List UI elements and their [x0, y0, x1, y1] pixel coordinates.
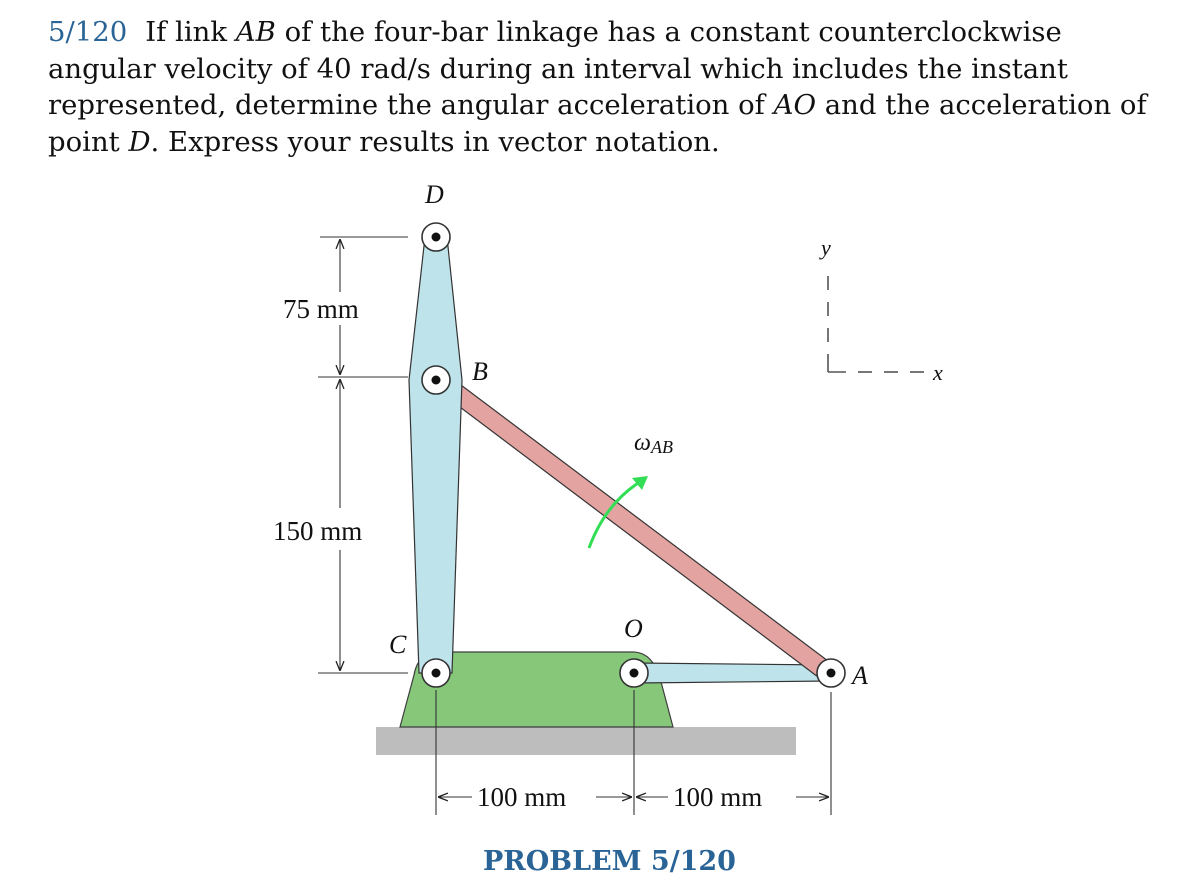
label-d: D [425, 180, 444, 209]
problem-text-segment: If link [145, 16, 236, 48]
label-b: B [472, 357, 488, 386]
axis-label-y: y [821, 235, 831, 260]
angular-velocity-label: ωAB [634, 430, 673, 457]
problem-variable: D [128, 125, 151, 158]
pin-c [422, 659, 450, 687]
figure-caption: PROBLEM 5/120 [483, 846, 736, 877]
dimension-label-100mm-left: 100 mm [477, 782, 567, 812]
label-a: A [852, 661, 868, 690]
label-c: C [389, 630, 407, 659]
problem-text-segment: . Express your results in vector notation. [150, 125, 720, 158]
dimension-label-150mm: 150 mm [273, 516, 363, 546]
coordinate-axes [828, 276, 924, 372]
link-dc [409, 230, 462, 674]
label-o: O [624, 614, 643, 643]
problem-variable: AB [235, 16, 276, 48]
pin-a [817, 659, 845, 687]
pin-o [620, 659, 648, 687]
ground [376, 727, 796, 755]
problem-text-segment: and the acceleration of point [48, 89, 1147, 158]
problem-number: 5/120 [48, 16, 128, 48]
axis-label-x: x [933, 360, 943, 385]
dimension-label-100mm-right: 100 mm [673, 782, 763, 812]
problem-variable: AO [773, 89, 817, 121]
pin-d [422, 223, 450, 251]
problem-text-segment: of the four-bar linkage has a constant counterclockwise angular velocity of 40 rad/s during an interval which includes the instant represented, determine the angular acceleration of [48, 16, 1068, 121]
link-oa [634, 663, 831, 683]
dimension-label-75mm: 75 mm [283, 294, 359, 324]
pin-b [422, 366, 450, 394]
angular-velocity-arrowhead [632, 476, 648, 490]
